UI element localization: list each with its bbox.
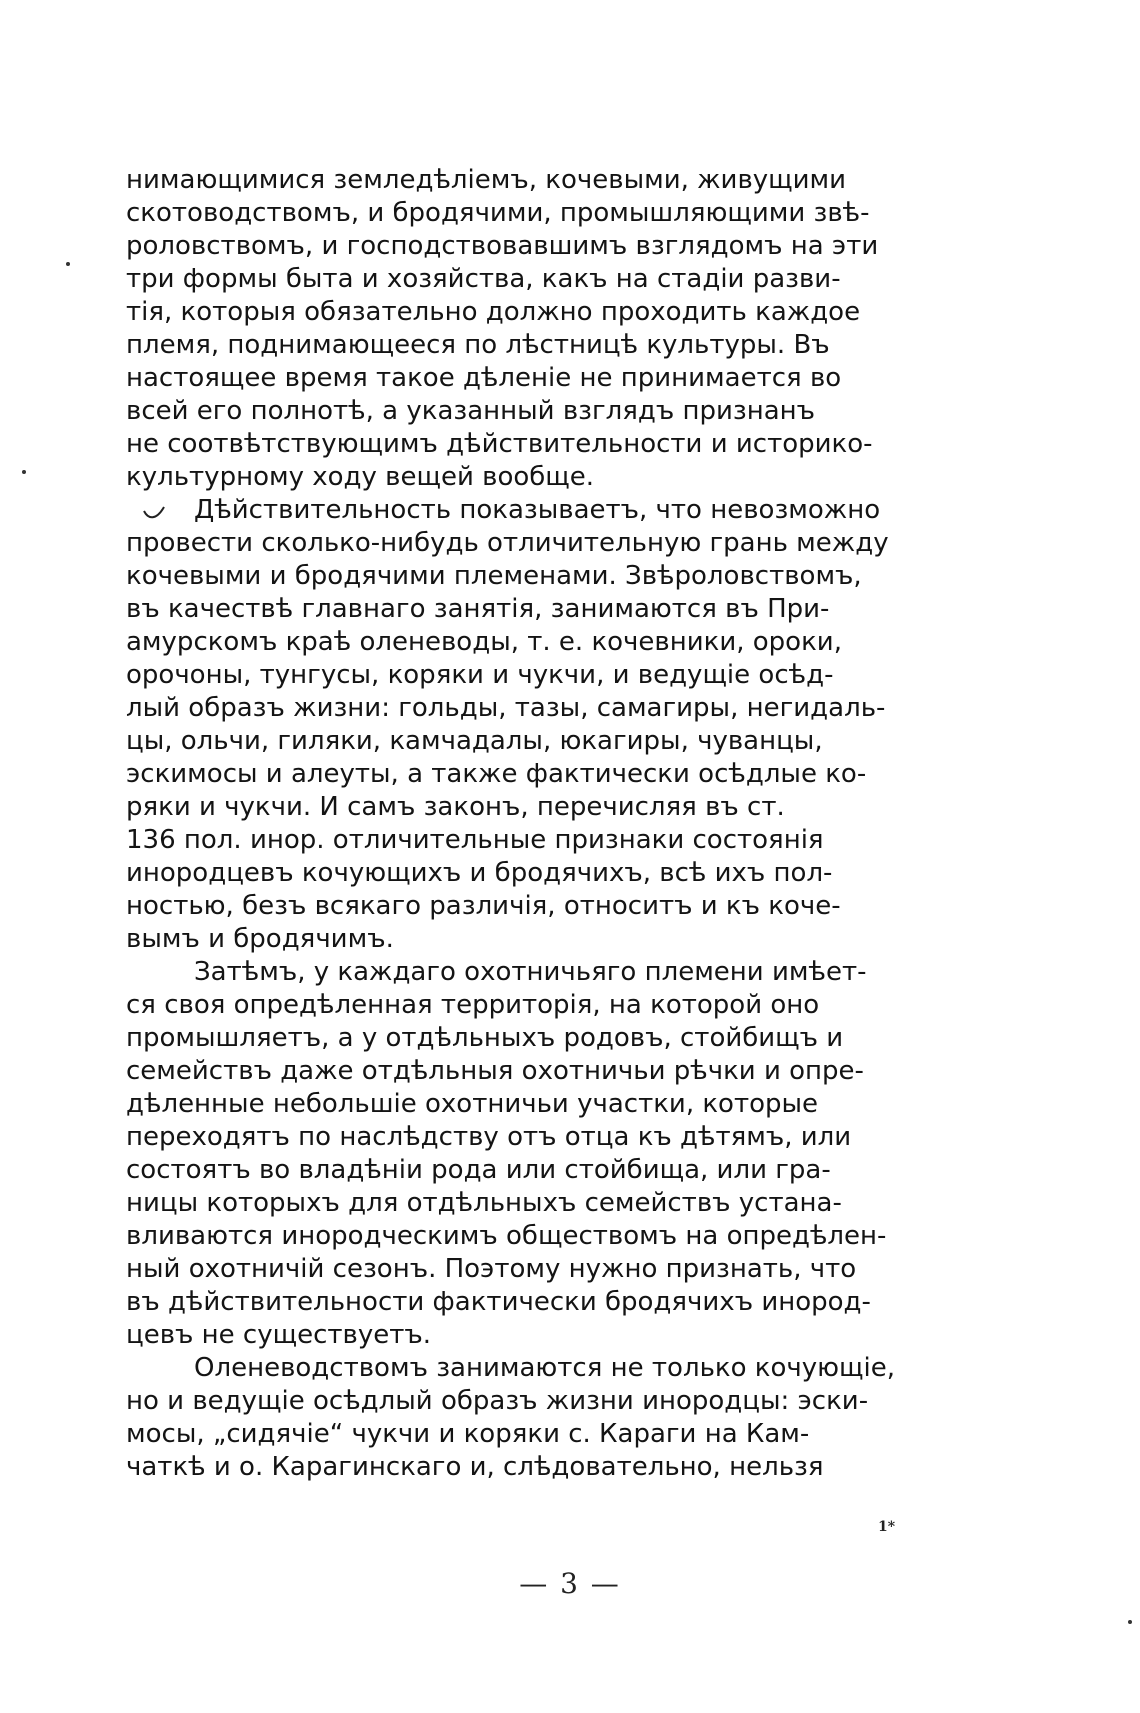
paragraph-1 (126, 164, 936, 494)
text-line: амурскомъ краѣ оленеводы, т. е. кочевники, ороки, (126, 627, 842, 657)
scan-speck (66, 262, 70, 266)
text-line: 136 пол. инор. отличительные признаки состоянія (126, 825, 824, 855)
text-line: переходятъ по наслѣдству отъ отца къ дѣтямъ, или (126, 1122, 852, 1152)
handwritten-check-mark (142, 505, 168, 532)
paragraph-2 (126, 494, 936, 956)
text-line: Оленеводствомъ занимаются не только кочующіе, (194, 1353, 895, 1383)
text-line: роловствомъ, и господствовавшимъ взглядомъ на эти (126, 231, 879, 261)
text-line: племя, поднимающееся по лѣстницѣ культуры. Въ (126, 330, 830, 360)
text-line: цевъ не существуетъ. (126, 1320, 432, 1350)
text-line: ряки и чукчи. И самъ законъ, перечисляя въ ст. (126, 792, 785, 822)
scan-speck (22, 470, 26, 474)
text-line: мосы, „сидячіе“ чукчи и коряки с. Караги на Кам- (126, 1419, 810, 1449)
text-line: инородцевъ кочующихъ и бродячихъ, всѣ ихъ пол- (126, 858, 833, 888)
text-line: вымъ и бродячимъ. (126, 924, 394, 954)
text-line: три формы быта и хозяйства, какъ на стадіи разви- (126, 264, 841, 294)
paragraph-3 (126, 956, 936, 1352)
text-line: цы, ольчи, гиляки, камчадалы, юкагиры, чуванцы, (126, 726, 823, 756)
page-body (126, 164, 936, 1484)
text-line: Дѣйствительность показываетъ, что невозможно (194, 495, 881, 525)
text-line: культурному ходу вещей вообще. (126, 462, 595, 492)
text-line: скотоводствомъ, и бродячими, промышляющими звѣ- (126, 198, 870, 228)
text-line: ностью, безъ всякаго различія, относитъ и къ коче- (126, 891, 841, 921)
text-line: состоятъ во владѣніи рода или стойбища, или гра- (126, 1155, 831, 1185)
text-line: эскимосы и алеуты, а также фактически осѣдлые ко- (126, 759, 867, 789)
text-line: ся своя опредѣленная территорія, на которой оно (126, 990, 820, 1020)
text-line: орочоны, тунгусы, коряки и чукчи, и ведущіе осѣд- (126, 660, 834, 690)
text-line: не соотвѣтствующимъ дѣйствительности и историко- (126, 429, 873, 459)
text-line: въ дѣйствительности фактически бродячихъ инород- (126, 1287, 871, 1317)
text-line: но и ведущіе осѣдлый образъ жизни инородцы: эски- (126, 1386, 869, 1416)
text-line: Затѣмъ, у каждаго охотничьяго племени имѣет- (194, 957, 867, 987)
text-line: вливаются инородческимъ обществомъ на опредѣлен- (126, 1221, 887, 1251)
text-line: дѣленные небольшіе охотничьи участки, которые (126, 1089, 819, 1119)
text-line: ный охотничій сезонъ. Поэтому нужно признать, что (126, 1254, 857, 1284)
text-line: промышляетъ, а у отдѣльныхъ родовъ, стойбищъ и (126, 1023, 844, 1053)
text-line: всей его полнотѣ, а указанный взглядъ признанъ (126, 396, 816, 426)
text-line: нимающимися земледѣліемъ, кочевыми, живущими (126, 165, 847, 195)
text-line: лый образъ жизни: гольды, тазы, самагиры, негидаль- (126, 693, 886, 723)
paragraph-4 (126, 1352, 936, 1484)
text-line: въ качествѣ главнаго занятія, занимаются въ При- (126, 594, 830, 624)
text-line: ницы которыхъ для отдѣльныхъ семействъ устана- (126, 1188, 842, 1218)
text-line: тія, которыя обязательно должно проходить каждое (126, 297, 861, 327)
text-line: настоящее время такое дѣленіе не принимается во (126, 363, 842, 393)
text-line: чаткѣ и о. Карагинскаго и, слѣдовательно, нельзя (126, 1452, 824, 1482)
scan-speck (1128, 1620, 1132, 1624)
text-line: провести сколько-нибудь отличительную грань между (126, 528, 889, 558)
text-line: семействъ даже отдѣльныя охотничьи рѣчки и опре- (126, 1056, 864, 1086)
text-line: кочевыми и бродячими племенами. Звѣроловствомъ, (126, 561, 862, 591)
check-mark-icon (142, 505, 168, 527)
signature-mark: 1* (878, 1519, 896, 1535)
page-number: — 3 — (519, 1567, 621, 1600)
